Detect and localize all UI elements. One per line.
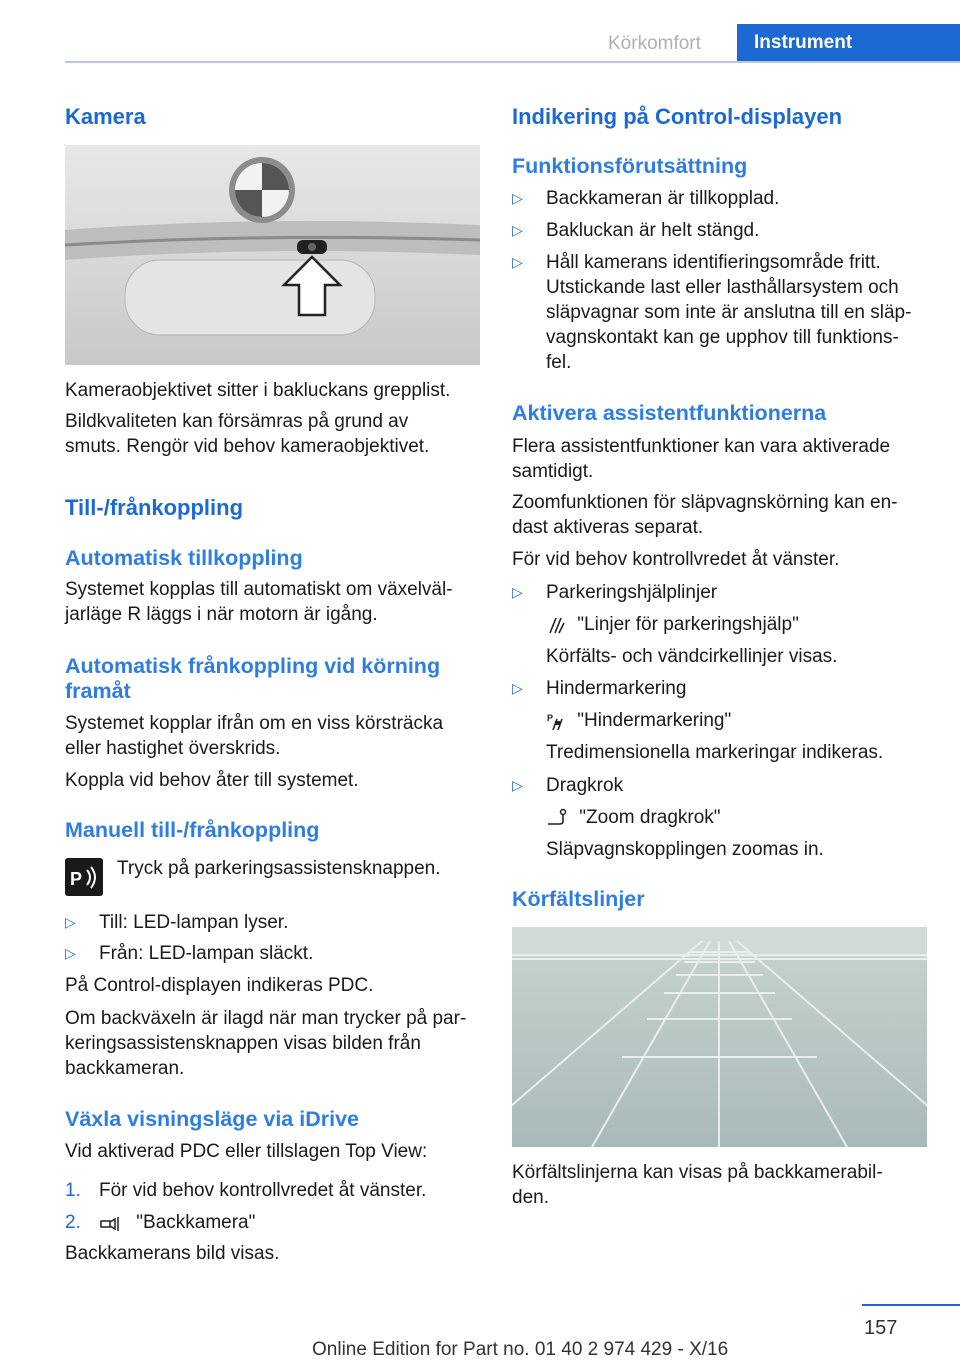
tow-hook-icon bbox=[546, 808, 568, 828]
bullet-triangle-icon: ▷ bbox=[65, 945, 76, 961]
camera-quality-text-1: Bildkvaliteten kan försämras på grund av bbox=[65, 411, 409, 432]
lanes-text-1: Körfältslinjerna kan visas på backkamerabil- bbox=[512, 1162, 883, 1183]
function-parking-lines bbox=[512, 580, 932, 605]
function-title: Parkeringshjälplinjer bbox=[546, 582, 718, 603]
bullet-triangle-icon: ▷ bbox=[512, 254, 523, 270]
bullet-text: Backkameran är tillkopplad. bbox=[546, 188, 780, 209]
display-heading: Indikering på Control-displayen bbox=[512, 104, 843, 129]
function-obstacle-marking-menu bbox=[546, 708, 731, 733]
bullet-text: Bakluckan är helt stängd. bbox=[546, 220, 760, 241]
obstacle-marking-icon bbox=[546, 711, 566, 731]
header-tab-instrument[interactable]: Instrument bbox=[737, 24, 960, 62]
auto-off-text-1: Systemet kopplar ifrån om en viss körsträcka bbox=[65, 713, 444, 734]
function-parking-lines-menu bbox=[546, 612, 799, 637]
bullet-triangle-icon: ▷ bbox=[512, 190, 523, 206]
step-text-label: "Backkamera" bbox=[136, 1212, 256, 1233]
bullet-led-off bbox=[65, 941, 480, 966]
prereq-bullet-2 bbox=[512, 218, 932, 243]
page-number: 157 bbox=[864, 1317, 898, 1339]
camera-heading: Kamera bbox=[65, 104, 146, 129]
bullet-triangle-icon: ▷ bbox=[512, 777, 523, 793]
function-title: Hindermarkering bbox=[546, 678, 687, 699]
camera-location-text: Kameraobjektivet sitter i bakluckans grepplist. bbox=[65, 380, 451, 401]
function-title: Dragkrok bbox=[546, 775, 624, 796]
parking-assist-button-icon bbox=[65, 858, 103, 896]
bullet-triangle-icon: ▷ bbox=[512, 222, 523, 238]
lanes-text-2: den. bbox=[512, 1187, 549, 1208]
function-obstacle-marking bbox=[512, 676, 932, 701]
function-tow-hook-desc: Släpvagnskopplingen zoomas in. bbox=[546, 839, 824, 860]
lanes-heading: Körfältslinjer bbox=[512, 887, 645, 911]
step-2 bbox=[65, 1210, 480, 1235]
auto-off-text-3: Koppla vid behov åter till systemet. bbox=[65, 770, 359, 791]
svg-text:P: P bbox=[70, 869, 83, 889]
auto-on-heading: Automatisk tillkoppling bbox=[65, 546, 303, 570]
activate-text-1: Flera assistentfunktioner kan vara aktiverade bbox=[512, 436, 891, 457]
bullet-text: Från: LED-lampan släckt. bbox=[99, 943, 314, 964]
bullet-triangle-icon: ▷ bbox=[512, 680, 523, 696]
svg-text:P: P bbox=[547, 712, 554, 723]
footer-divider bbox=[862, 1304, 960, 1306]
activate-text-2: samtidigt. bbox=[512, 461, 594, 482]
reverse-text-1: Om backväxeln är ilagd när man trycker på par- bbox=[65, 1008, 467, 1029]
header-divider bbox=[65, 61, 960, 63]
pdc-text: På Control-displayen indikeras PDC. bbox=[65, 975, 374, 996]
bullet-text-line: fel. bbox=[546, 352, 572, 373]
activate-text-3: Zoomfunktionen för släpvagnskörning kan en- bbox=[512, 492, 898, 513]
auto-off-text-2: eller hastighet överskrids. bbox=[65, 738, 281, 759]
prereq-heading: Funktionsförutsättning bbox=[512, 154, 748, 178]
idrive-heading: Växla visningsläge via iDrive bbox=[65, 1107, 359, 1131]
header-tab-korkomfort[interactable]: Körkomfort bbox=[608, 33, 701, 54]
parking-lines-icon bbox=[546, 615, 566, 635]
step-1 bbox=[65, 1178, 480, 1203]
function-menu-label: "Zoom dragkrok" bbox=[579, 807, 721, 828]
bullet-text-line: Utstickande last eller lasthållarsystem och bbox=[546, 277, 899, 298]
activate-text-5: För vid behov kontrollvredet åt vänster. bbox=[512, 549, 840, 570]
reverse-text-2: keringsassistensknappen visas bilden från bbox=[65, 1033, 421, 1054]
activate-heading: Aktivera assistentfunktionerna bbox=[512, 401, 827, 425]
manual-heading: Manuell till-/frånkoppling bbox=[65, 818, 320, 842]
function-menu-label: "Linjer för parkeringshjälp" bbox=[577, 614, 799, 635]
auto-off-heading-1: Automatisk frånkoppling vid körning bbox=[65, 654, 441, 678]
step-number: 2. bbox=[65, 1212, 81, 1233]
reverse-text-3: backkameran. bbox=[65, 1058, 185, 1079]
bullet-text-line: Håll kamerans identifieringsområde fritt. bbox=[546, 252, 881, 273]
function-obstacle-marking-desc: Tredimensionella markeringar indikeras. bbox=[546, 742, 884, 763]
step-text: För vid behov kontrollvredet åt vänster. bbox=[99, 1180, 427, 1201]
bullet-text-line: släpvagnar som inte är anslutna till en släp- bbox=[546, 302, 912, 323]
bullet-triangle-icon: ▷ bbox=[512, 584, 523, 600]
activate-text-4: dast aktiveras separat. bbox=[512, 517, 704, 538]
backup-camera-icon bbox=[99, 1213, 123, 1233]
camera-photo bbox=[65, 145, 480, 365]
lane-lines-image bbox=[512, 927, 927, 1147]
function-menu-label: "Hindermarkering" bbox=[577, 710, 732, 731]
bullet-text-line: vagnskontakt kan ge upphov till funktions- bbox=[546, 327, 899, 348]
function-tow-hook bbox=[512, 773, 932, 798]
edition-text: Online Edition for Part no. 01 40 2 974 429 - X/16 bbox=[312, 1339, 729, 1360]
result-text: Backkamerans bild visas. bbox=[65, 1243, 280, 1264]
bullet-text: Till: LED-lampan lyser. bbox=[99, 912, 289, 933]
manual-text: Tryck på parkeringsassistensknappen. bbox=[117, 858, 441, 879]
switch-heading: Till-/frånkoppling bbox=[65, 495, 244, 520]
prereq-bullet-1 bbox=[512, 186, 932, 211]
idrive-text: Vid aktiverad PDC eller tillslagen Top View: bbox=[65, 1141, 428, 1162]
function-parking-lines-desc: Körfälts- och vändcirkellinjer visas. bbox=[546, 646, 838, 667]
bullet-triangle-icon: ▷ bbox=[65, 914, 76, 930]
auto-on-text-2: jarläge R läggs i när motorn är igång. bbox=[65, 604, 378, 625]
auto-off-heading-2: framåt bbox=[65, 679, 131, 703]
camera-quality-text-2: smuts. Rengör vid behov kameraobjektivet. bbox=[65, 436, 430, 457]
prereq-bullet-3 bbox=[512, 250, 932, 375]
step-text bbox=[99, 1210, 479, 1235]
auto-on-text-1: Systemet kopplas till automatiskt om växelväl- bbox=[65, 579, 453, 600]
function-tow-hook-menu bbox=[546, 805, 721, 830]
step-number: 1. bbox=[65, 1180, 81, 1201]
bullet-led-on bbox=[65, 910, 480, 935]
